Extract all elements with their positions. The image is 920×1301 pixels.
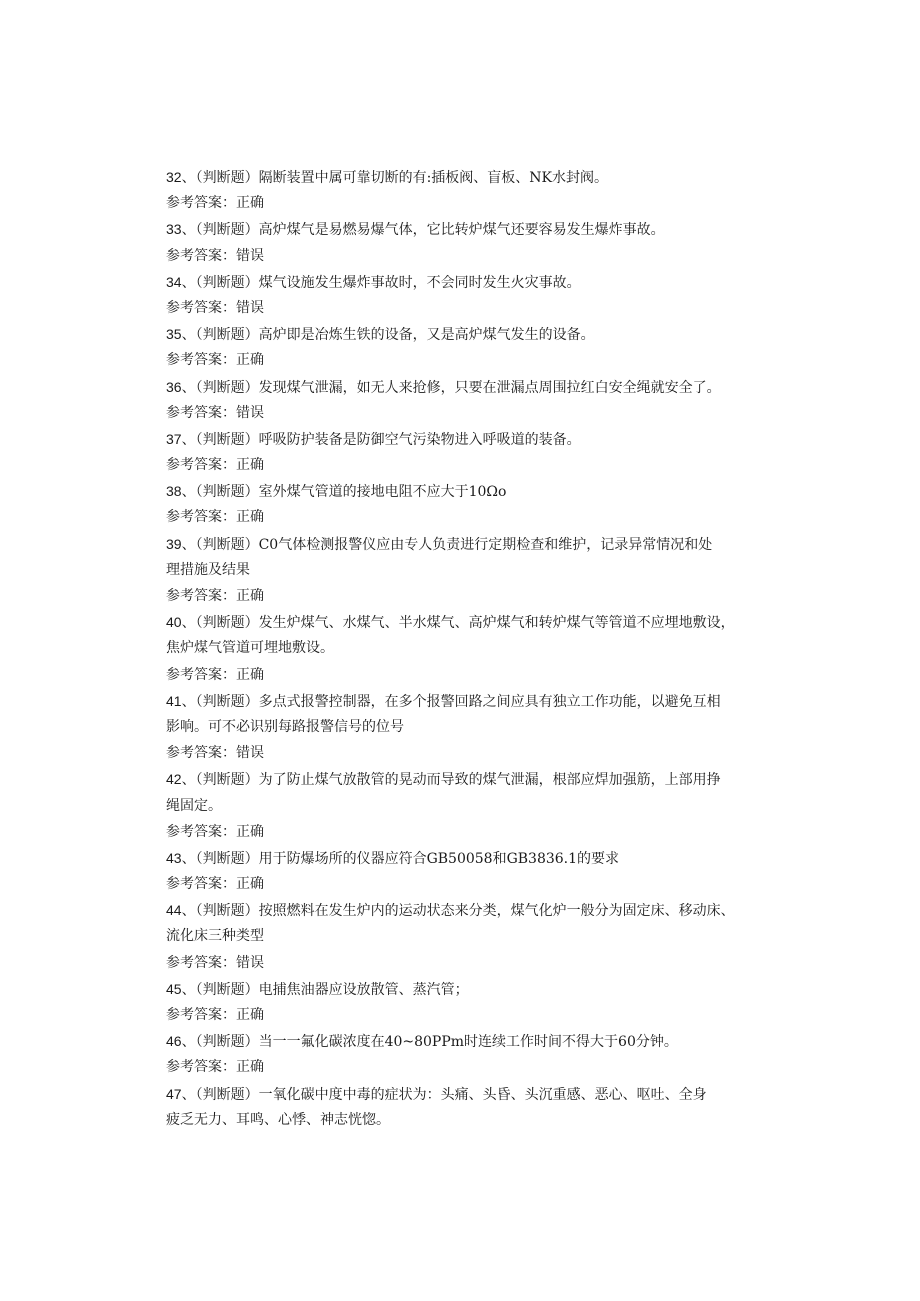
question-number: 34 xyxy=(166,273,182,290)
question-number: 43 xyxy=(166,849,182,866)
question-number: 37 xyxy=(166,430,182,447)
answer-line: 参考答案：正确 xyxy=(166,1007,264,1023)
answer-line: 参考答案：错误 xyxy=(166,247,264,264)
question-number: 39 xyxy=(166,535,182,552)
question-item xyxy=(166,164,756,216)
question-line: 、（判断题）为了防止煤气放散管的晃动而导致的煤气泄漏，根部应焊加强筋，上部用挣 xyxy=(181,772,721,789)
answer-line: 参考答案：正确 xyxy=(166,1059,264,1076)
question-text xyxy=(166,976,756,1002)
answer-line: 参考答案：错误 xyxy=(166,299,264,316)
question-line: 、（判断题）当一一氟化碳浓度在40~80PPm时连续工作时间不得大于60分钟。 xyxy=(181,1034,678,1051)
question-text xyxy=(166,374,756,400)
question-number: 46 xyxy=(166,1033,182,1050)
question-item xyxy=(166,478,756,530)
answer-line: 参考答案：正确 xyxy=(166,457,264,474)
question-text xyxy=(166,845,756,871)
question-item xyxy=(166,1028,756,1080)
question-text xyxy=(166,531,756,557)
question-line: 绳固定。 xyxy=(166,797,222,814)
answer-line: 参考答案：错误 xyxy=(166,404,264,421)
question-list xyxy=(166,164,756,1133)
question-line: 焦炉煤气管道可埋地敷设。 xyxy=(166,640,334,657)
question-item xyxy=(166,426,756,478)
question-line: 、（判断题）按照燃料在发生炉内的运动状态来分类，煤气化炉一般分为固定床、移动床、 xyxy=(181,903,735,920)
question-line: 、（判断题）发现煤气泄漏，如无人来抢修，只要在泄漏点周围拉红白安全绳就安全了。 xyxy=(181,379,721,396)
question-line: 、（判断题）一氧化碳中度中毒的症状为：头痛、头昏、头沉重感、恶心、呕吐、全身 xyxy=(181,1086,707,1103)
question-item xyxy=(166,897,756,976)
question-number: 41 xyxy=(166,692,182,709)
question-number: 38 xyxy=(166,483,182,500)
question-number: 40 xyxy=(166,614,182,631)
question-number: 42 xyxy=(166,771,182,788)
question-line: 、（判断题）发生炉煤气、水煤气、半水煤气、高炉煤气和转炉煤气等管道不应埋地敷设， xyxy=(181,615,735,632)
question-text xyxy=(166,164,756,190)
question-line: 、（判断题）煤气设施发生爆炸事故时，不会同时发生火灾事故。 xyxy=(181,274,581,291)
question-item xyxy=(166,976,756,1028)
question-item xyxy=(166,766,756,845)
answer-line: 参考答案：正确 xyxy=(166,588,264,604)
answer-line: 参考答案：正确 xyxy=(166,823,264,840)
question-line: 疲乏无力、耳鸣、心悸、神志恍惚。 xyxy=(166,1111,390,1128)
question-text-continued xyxy=(166,793,756,819)
answer-line: 参考答案：正确 xyxy=(166,509,264,526)
question-item xyxy=(166,374,756,426)
question-text xyxy=(166,1028,756,1054)
question-text-continued xyxy=(166,1107,756,1133)
question-text xyxy=(166,766,756,792)
question-line: 、（判断题）呼吸防护装备是防御空气污染物进入呼吸道的装备。 xyxy=(181,431,581,448)
question-number: 47 xyxy=(166,1085,182,1102)
question-number: 36 xyxy=(166,378,182,395)
question-text xyxy=(166,897,756,923)
answer-line: 参考答案：正确 xyxy=(166,195,264,212)
answer-line: 参考答案：正确 xyxy=(166,352,264,369)
question-text xyxy=(166,216,756,242)
question-item xyxy=(166,1081,756,1133)
question-text xyxy=(166,321,756,347)
question-line: 影响。可不必识别每路报警信号的位号 xyxy=(166,718,404,735)
question-text-continued xyxy=(166,635,756,661)
question-number: 45 xyxy=(166,980,182,997)
answer-line: 参考答案：正确 xyxy=(166,876,264,893)
question-item xyxy=(166,531,756,610)
question-text xyxy=(166,426,756,452)
question-line: 流化床三种类型 xyxy=(166,928,264,945)
question-text xyxy=(166,1081,756,1107)
question-item xyxy=(166,269,756,321)
question-text xyxy=(166,478,756,504)
question-number: 32 xyxy=(166,169,182,185)
question-number: 35 xyxy=(166,326,182,343)
answer-line: 参考答案：正确 xyxy=(166,666,264,683)
question-line: 理措施及结果 xyxy=(166,561,250,578)
question-line: 、（判断题）室外煤气管道的接地电阻不应大于10Ωo xyxy=(181,484,507,501)
question-text xyxy=(166,269,756,295)
answer-line: 参考答案：错误 xyxy=(166,745,264,762)
question-text-continued xyxy=(166,923,756,949)
question-line: 、（判断题）用于防爆场所的仪器应符合GB50058和GB3836.1的要求 xyxy=(181,850,620,867)
question-number: 44 xyxy=(166,902,182,919)
question-line: 、（判断题）高炉煤气是易燃易爆气体，它比转炉煤气还要容易发生爆炸事故。 xyxy=(181,222,665,239)
question-line: 、（判断题）高炉即是冶炼生铁的设备，又是高炉煤气发生的设备。 xyxy=(181,327,595,344)
question-text xyxy=(166,688,756,714)
question-line: 、（判断题）电捕焦油器应设放散管、蒸汽管； xyxy=(181,981,469,998)
question-item xyxy=(166,845,756,897)
question-item xyxy=(166,688,756,767)
question-line: 、（判断题）C0气体检测报警仪应由专人负责进行定期检查和维护，记录异常情况和处 xyxy=(181,536,713,553)
question-text xyxy=(166,609,756,635)
answer-line: 参考答案：错误 xyxy=(166,954,264,971)
question-line: 、（判断题）多点式报警控制器，在多个报警回路之间应具有独立工作功能，以避免互相 xyxy=(181,693,721,710)
question-line: 、（判断题）隔断装置中属可靠切断的有:插板阀、盲板、NK水封阀。 xyxy=(181,170,609,186)
question-text-continued xyxy=(166,557,756,583)
question-item xyxy=(166,609,756,688)
question-item xyxy=(166,321,756,373)
question-item xyxy=(166,216,756,268)
question-text-continued xyxy=(166,714,756,740)
question-number: 33 xyxy=(166,221,182,238)
